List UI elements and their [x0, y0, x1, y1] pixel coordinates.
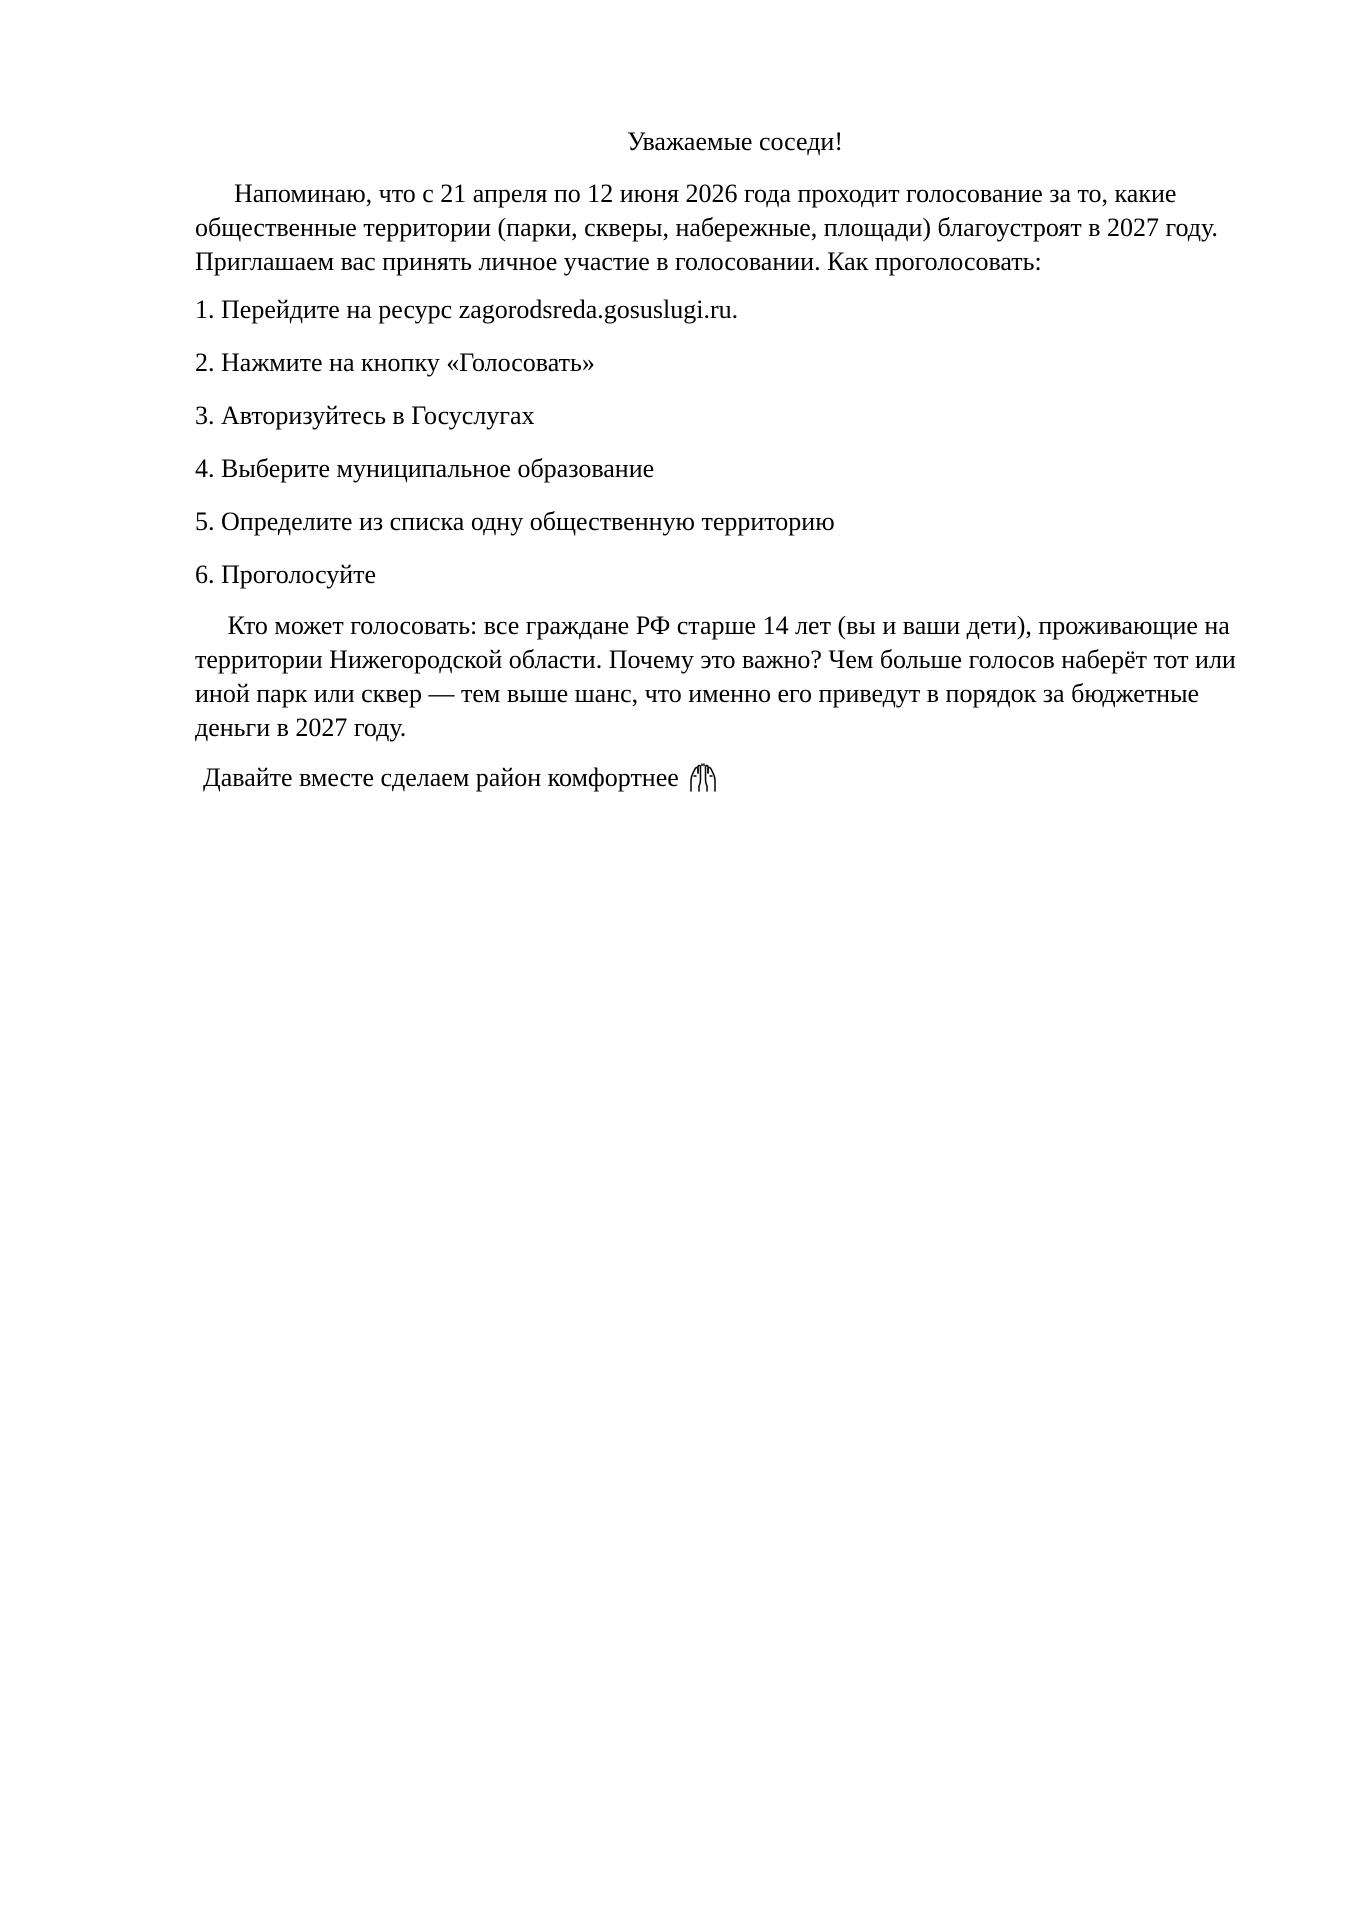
- intro-paragraph: Напоминаю, что с 21 апреля по 12 июня 2026 года проходит голосование за то, какие общественные территории (парки, скверы, набережные, площади) благоустроят в 2027 году. Приглашаем вас принять личное участие в голосовании. Как проголосовать:: [195, 179, 1257, 276]
- list-item: 5. Определите из списка одну общественную территорию: [195, 507, 835, 536]
- list-item: 4. Выберите муниципальное образование: [195, 454, 655, 483]
- closing-line: [195, 761, 1275, 795]
- list-item: 2. Нажмите на кнопку «Голосовать»: [195, 348, 595, 377]
- greeting-heading: Уважаемые соседи!: [627, 127, 843, 156]
- list-item: 3. Авторизуйтесь в Госуслугах: [195, 401, 535, 430]
- steps-list: [195, 293, 1275, 592]
- raising-hands-icon: [687, 763, 719, 793]
- list-item: 6. Проголосуйте: [195, 560, 377, 589]
- closing-text: Давайте вместе сделаем район комфортнее: [203, 763, 679, 792]
- document-body: [195, 125, 1275, 795]
- eligibility-paragraph: Кто может голосовать: все граждане РФ старше 14 лет (вы и ваши дети), проживающие на территории Нижегородской области. Почему это важно? Чем больше голосов наберёт тот или иной парк или сквер — тем выше шанс, что именно его приведут в порядок за бюджетные деньги в 2027 году.: [195, 611, 1243, 742]
- list-item: 1. Перейдите на ресурс zagorodsreda.gosuslugi.ru.: [195, 295, 739, 324]
